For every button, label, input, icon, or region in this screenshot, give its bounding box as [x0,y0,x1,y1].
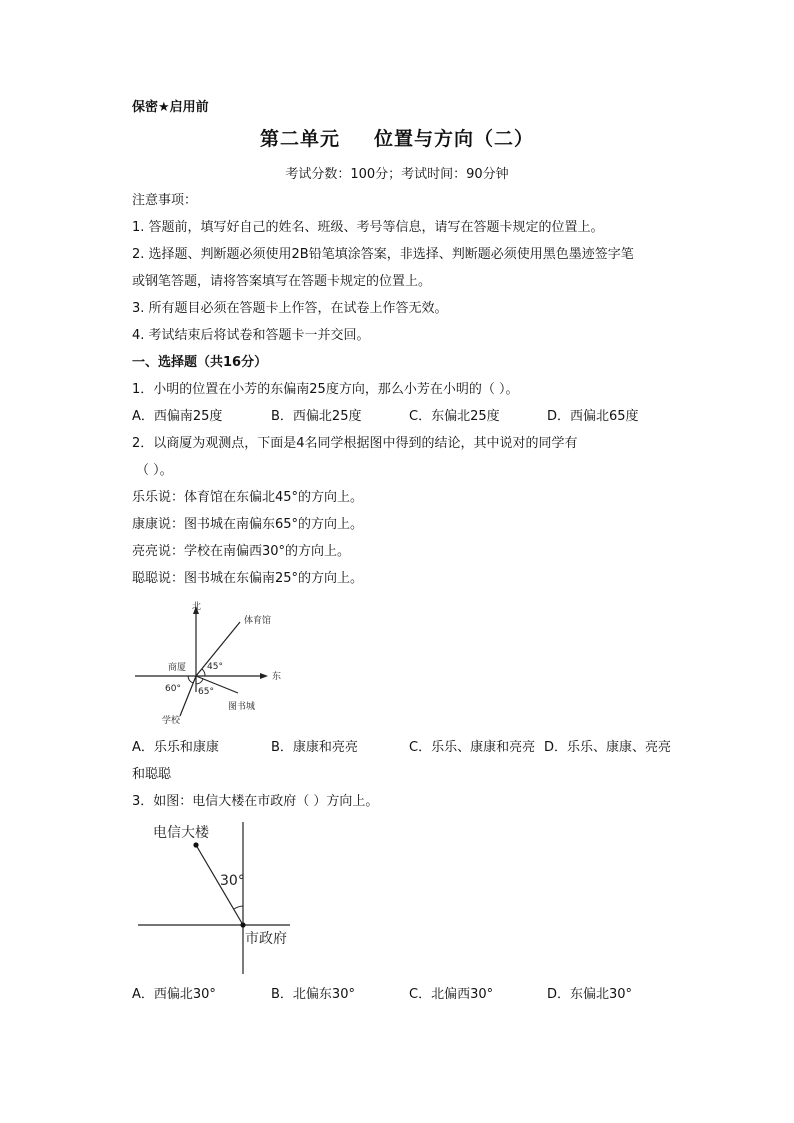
label-angle-45: 45° [207,662,223,672]
question-3-option-c: C．北偏西30° [409,987,494,1002]
question-3-option-d: D．东偏北30° [547,987,633,1002]
page-title [0,124,794,151]
note-item-4: 4. 考试结束后将试卷和答题卡一并交回。 [132,328,370,343]
label-government: 市政府 [245,931,287,947]
question-3-option-b: B．北偏东30° [271,987,355,1002]
question-3-option-a: A．西偏北30° [132,987,216,1002]
question-1-option-a: A．西偏南25度 [132,409,223,424]
note-item-1: 1. 答题前，填写好自己的姓名、班级、考号等信息，请写在答题卡规定的位置上。 [132,220,604,235]
question-2-option-b: B．康康和亮亮 [271,740,358,755]
angle-arc-60 [188,676,193,683]
label-angle-60: 60° [165,684,181,694]
question-1-stem: 1．小明的位置在小芳的东偏南25度方向，那么小芳在小明的（ ）。 [132,382,519,397]
statement-lele: 乐乐说：体育馆在东偏北45°的方向上。 [132,490,364,505]
east-arrow-icon [260,673,268,679]
note-item-3: 3. 所有题目必须在答题卡上作答，在试卷上作答无效。 [132,301,448,316]
question-2-option-d-continued: 和聪聪 [132,767,172,782]
label-bookcity: 图书城 [228,702,256,712]
label-gym: 体育馆 [244,616,272,626]
label-angle-65: 65° [198,687,214,697]
confidential-label: 保密★启用前 [132,100,209,115]
telecom-point [193,842,198,847]
angle-arc-30 [234,906,243,909]
label-angle-30: 30° [220,873,245,889]
label-school: 学校 [162,716,181,726]
exam-info: 考试分数：100分；考试时间：90分钟 [285,167,509,182]
note-item-2-continued: 或钢笔答题，请将答案填写在答题卡规定的位置上。 [132,274,432,289]
statement-liangliang: 亮亮说：学校在南偏西30°的方向上。 [132,544,351,559]
title-unit: 第二单元 [259,128,340,150]
section-heading-choice: 一、选择题（共16分） [132,355,268,370]
label-east: 东 [272,672,282,682]
question-1-option-b: B．西偏北25度 [271,409,362,424]
question-2-option-a: A．乐乐和康康 [132,740,219,755]
notes-heading: 注意事项： [132,193,198,208]
angle-arc-65 [196,679,203,684]
government-point [240,922,245,927]
statement-kangkang: 康康说：图书城在南偏东65°的方向上。 [132,517,364,532]
title-topic: 位置与方向（二） [374,128,535,150]
direction-diagram-mall [130,596,290,728]
statement-congcong: 聪聪说：图书城在东偏南25°的方向上。 [132,571,364,586]
label-north: 北 [192,602,202,612]
ray-school [180,676,196,716]
direction-diagram-government [134,818,304,978]
label-telecom: 电信大楼 [153,825,209,841]
note-item-2: 2. 选择题、判断题必须使用2B铅笔填涂答案，非选择、判断题必须使用黑色墨迹签字笔 [132,247,634,262]
question-1-option-d: D．西偏北65度 [547,409,639,424]
question-2-option-c: C．乐乐、康康和亮亮 [409,740,536,755]
angle-arc-45 [202,669,205,676]
question-3-stem: 3．如图：电信大楼在市政府（ ）方向上。 [132,794,379,809]
question-1-option-c: C．东偏北25度 [409,409,500,424]
label-mall: 商厦 [168,663,187,673]
question-2-option-d: D．乐乐、康康、亮亮 [544,740,672,755]
question-2-stem-continued: （ ）。 [136,463,173,478]
question-2-stem: 2．以商厦为观测点，下面是4名同学根据图中得到的结论，其中说对的同学有 [132,436,578,451]
